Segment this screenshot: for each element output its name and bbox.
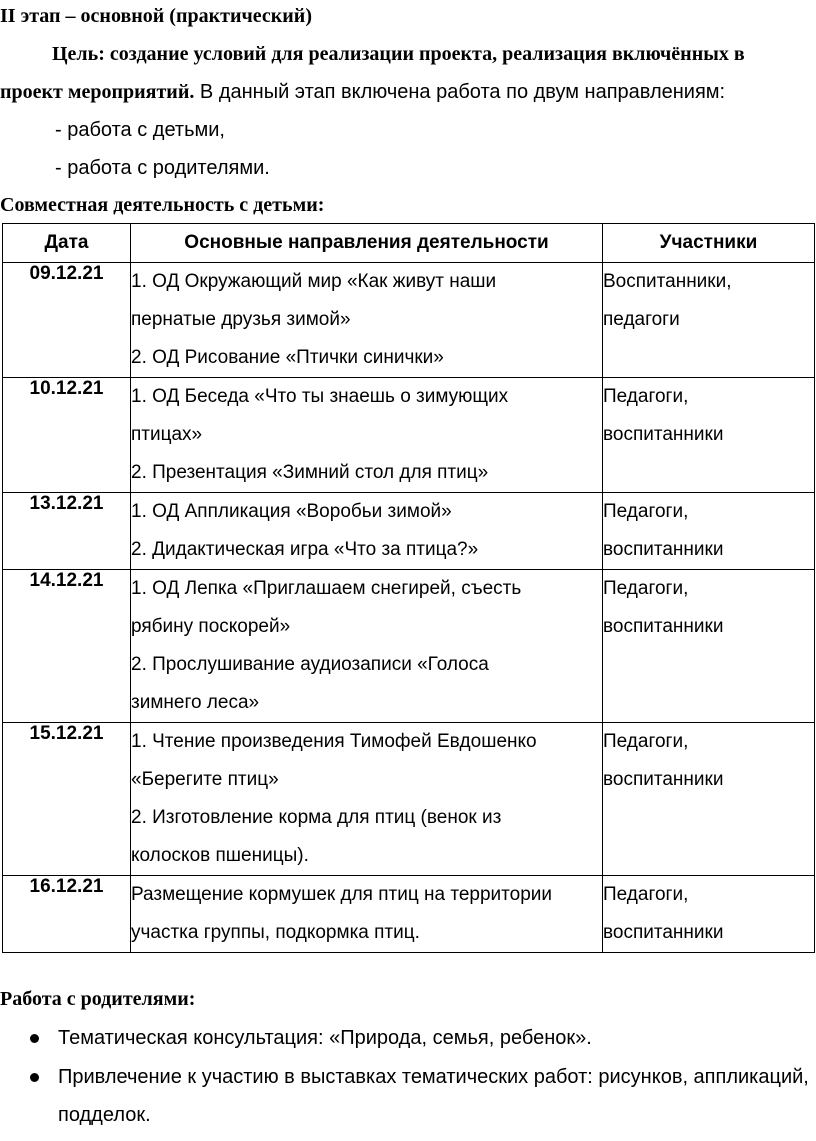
children-section-title: Совместная деятельность с детьми: (0, 194, 325, 216)
goal-text: В данный этап включена работа по двум направлениям: (194, 81, 726, 103)
participant-line: Педагоги, (603, 501, 689, 522)
parents-list-item: Привлечение к участию в выставках тематических работ: рисунков, аппликаций, (58, 1066, 809, 1088)
direction-line: Размещение кормушек для птиц на территории (131, 884, 553, 905)
goal-label-line1: Цель: создание условий для реализации проекта, реализация включённых в (52, 43, 745, 65)
direction-line: колосков пшеницы). (131, 845, 309, 866)
row-date: 14.12.21 (3, 570, 131, 723)
table-row (3, 493, 815, 570)
row-date: 15.12.21 (3, 723, 131, 876)
row-participants (603, 493, 815, 570)
row-directions (131, 876, 603, 953)
direction-line: «Берегите птиц» (131, 769, 279, 790)
row-date: 10.12.21 (3, 378, 131, 493)
table-header-row (3, 224, 815, 263)
direction-item: - работа с родителями. (55, 157, 270, 179)
row-participants (603, 570, 815, 723)
direction-line: 1. ОД Окружающий мир «Как живут наши (131, 271, 497, 292)
participant-line: воспитанники (603, 922, 724, 943)
goal-paragraph (0, 80, 725, 104)
direction-line: рябину поскорей» (131, 616, 291, 637)
participant-line: воспитанники (603, 616, 724, 637)
stage-title: II этап – основной (практический) (0, 5, 312, 27)
direction-line: участка группы, подкормка птиц. (131, 922, 420, 943)
table-row (3, 570, 815, 723)
table-row (3, 723, 815, 876)
row-date: 09.12.21 (3, 263, 131, 378)
direction-line: 1. ОД Аппликация «Воробьи зимой» (131, 501, 452, 522)
row-directions (131, 570, 603, 723)
direction-line: пернатые друзья зимой» (131, 309, 351, 330)
direction-line: 1. ОД Лепка «Приглашаем снегирей, съесть (131, 578, 522, 599)
direction-line: 2. Изготовление корма для птиц (венок из (131, 807, 502, 828)
row-directions (131, 723, 603, 876)
participant-line: воспитанники (603, 769, 724, 790)
parents-list-item: Тематическая консультация: «Природа, семья, ребенок». (58, 1027, 592, 1049)
direction-line: 2. Прослушивание аудиозаписи «Голоса (131, 654, 489, 675)
row-date: 16.12.21 (3, 876, 131, 953)
parents-section-title: Работа с родителями: (0, 988, 196, 1010)
header-date: Дата (3, 224, 131, 263)
direction-item: - работа с детьми, (55, 119, 225, 141)
direction-line: птицах» (131, 424, 203, 445)
header-directions: Основные направления деятельности (131, 224, 603, 263)
row-participants (603, 876, 815, 953)
participant-line: педагоги (603, 309, 680, 330)
activities-table (2, 223, 815, 953)
row-participants (603, 723, 815, 876)
participant-line: воспитанники (603, 424, 724, 445)
bullet-icon (30, 1073, 39, 1082)
direction-line: 2. Дидактическая игра «Что за птица?» (131, 539, 479, 560)
bullet-icon (30, 1034, 39, 1043)
table-row (3, 263, 815, 378)
table-row (3, 378, 815, 493)
row-directions (131, 378, 603, 493)
direction-line: 1. ОД Беседа «Что ты знаешь о зимующих (131, 386, 509, 407)
direction-line: зимнего леса» (131, 692, 260, 713)
table-row (3, 876, 815, 953)
row-date: 13.12.21 (3, 493, 131, 570)
row-directions (131, 263, 603, 378)
participant-line: Воспитанники, (603, 271, 732, 292)
row-directions (131, 493, 603, 570)
direction-line: 2. ОД Рисование «Птички синички» (131, 347, 444, 368)
participant-line: Педагоги, (603, 578, 689, 599)
goal-label-line2: проект мероприятий. (0, 81, 195, 103)
participant-line: Педагоги, (603, 731, 689, 752)
participant-line: Педагоги, (603, 884, 689, 905)
row-participants (603, 263, 815, 378)
direction-line: 2. Презентация «Зимний стол для птиц» (131, 462, 489, 483)
participant-line: Педагоги, (603, 386, 689, 407)
header-participants: Участники (603, 224, 815, 263)
participant-line: воспитанники (603, 539, 724, 560)
parents-list-item-continuation: подделок. (58, 1104, 151, 1126)
direction-line: 1. Чтение произведения Тимофей Евдошенко (131, 731, 537, 752)
row-participants (603, 378, 815, 493)
